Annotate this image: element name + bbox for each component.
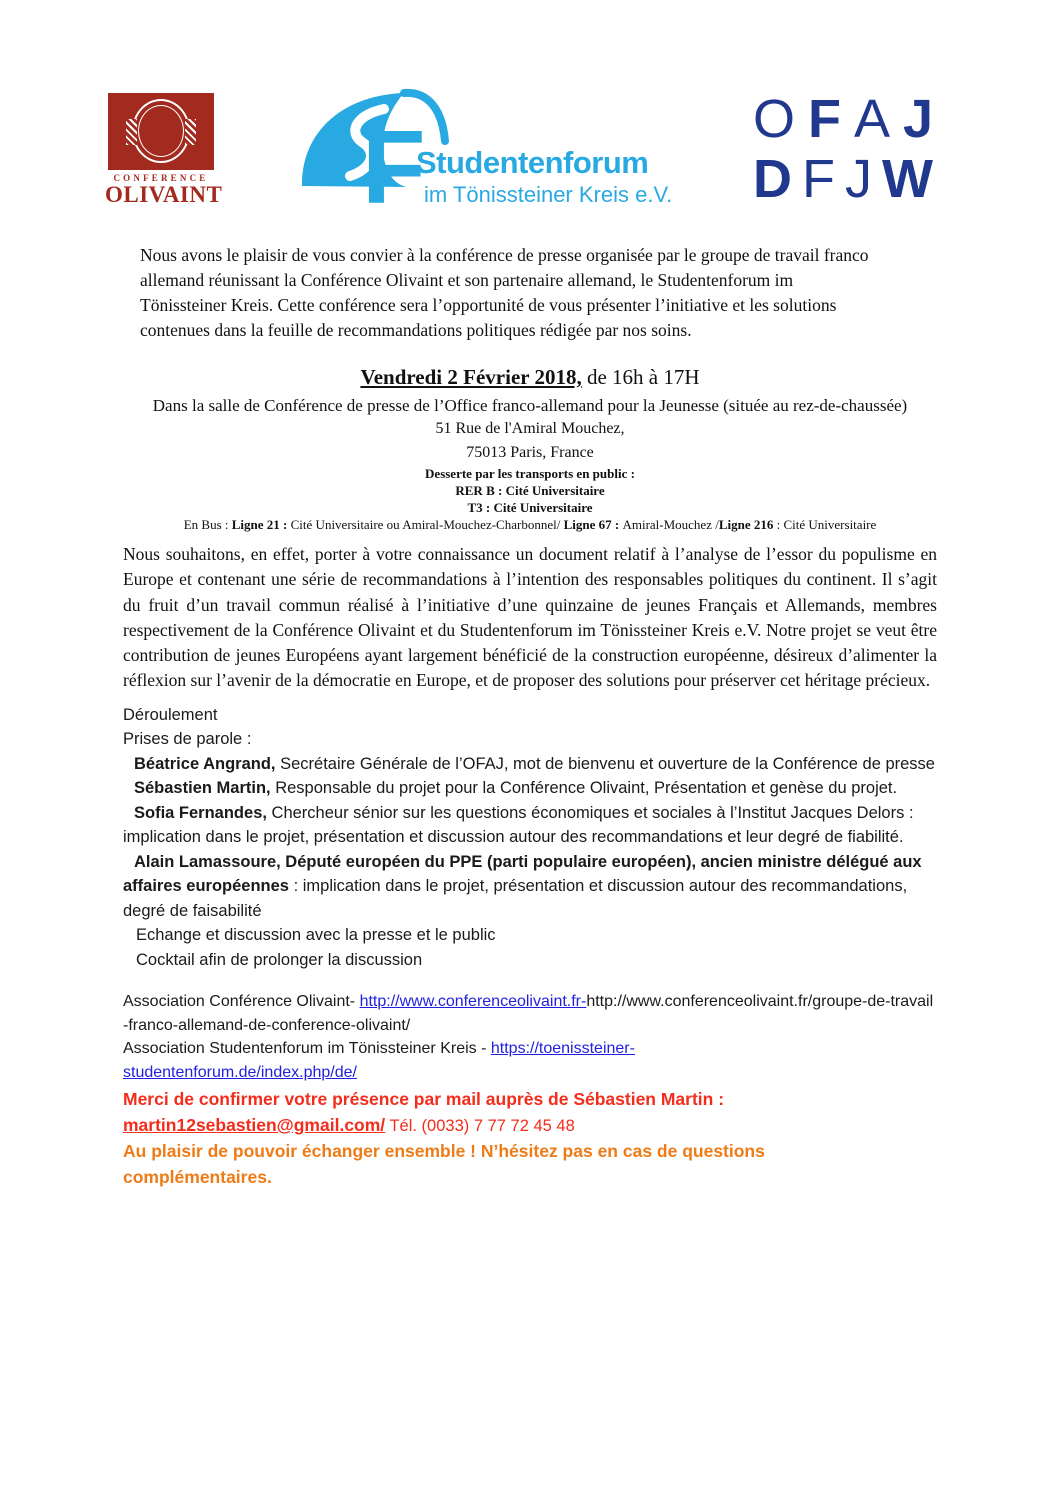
event-venue: Dans la salle de Conférence de presse de l’Office franco-allemand pour la Jeunesse (située au rez-de-chaussée) xyxy=(152,396,908,415)
contact-email-line xyxy=(123,1113,937,1140)
association-links xyxy=(123,990,937,1084)
olivaint-website-link[interactable]: http://www.conferenceolivaint.fr- xyxy=(359,993,587,1011)
bus-run: En Bus : xyxy=(183,517,232,532)
programme-item-cocktail: Cocktail afin de prolonger la discussion xyxy=(136,950,423,969)
olivaint-conference-label: CONFERENCE xyxy=(113,173,209,183)
speaker-role: : implication dans le projet, présentation et discussion autour des recommandations, degré de faisabilité xyxy=(123,877,908,920)
ofaj-dfjw-logo xyxy=(753,89,933,212)
dfjw-letter: F xyxy=(802,149,835,209)
ofaj-letter: J xyxy=(902,89,933,149)
event-address-street: 51 Rue de l'Amiral Mouchez, xyxy=(435,420,625,437)
bus-run: Cité Universitaire ou Amiral-Mouchez-Charbonnel/ xyxy=(290,517,564,532)
intro-paragraph: Nous avons le plaisir de vous convier à la conférence de presse organisée par le groupe de travail franco allemand réunissant la Conférence Olivaint et son partenaire allemand, le Studentenforum im Tönissteiner Kreis. Cette conférence sera l’opportunité de vous présenter l’initiative et les solutions contenues dans la feuille de recommandations politiques rédigée par nos soins. xyxy=(140,245,869,340)
speaker-name: Sofia Fernandes, xyxy=(134,803,267,822)
olivaint-braid-icon xyxy=(185,119,196,145)
speaker-item xyxy=(123,850,937,924)
programme-item-exchange: Echange et discussion avec la presse et le public xyxy=(136,926,496,945)
speaker-role: Secrétaire Générale de l’OFAJ, mot de bienvenu et ouverture de la Conférence de presse xyxy=(275,754,935,773)
sf-wordmark-line1: Studentenforum xyxy=(416,145,649,180)
olivaint-emblem xyxy=(108,93,214,170)
bus-line-216: Ligne 216 xyxy=(718,517,774,532)
speaker-name: Béatrice Angrand, xyxy=(134,754,276,773)
rsvp-request-line: Merci de confirmer votre présence par mail auprès de Sébastien Martin : xyxy=(123,1089,725,1110)
programme-title: Déroulement xyxy=(123,705,218,724)
bus-run: Amiral-Mouchez / xyxy=(622,517,719,532)
bus-run: : Cité Universitaire xyxy=(773,517,877,532)
event-time: de 16h à 17H xyxy=(581,365,700,389)
transport-title: Desserte par les transports en public : xyxy=(425,466,635,481)
speaker-item xyxy=(123,801,937,850)
programme-section xyxy=(123,703,937,973)
speaker-item xyxy=(123,776,937,801)
contact-email-link[interactable]: martin12sebastien@gmail.com/ xyxy=(123,1114,386,1135)
olivaint-oval-icon xyxy=(132,99,190,163)
bus-line-21: Ligne 21 : xyxy=(231,517,291,532)
event-date-heading xyxy=(123,364,937,391)
dfjw-row xyxy=(753,149,933,209)
studentenforum-website-link[interactable]: https://toenissteiner-studentenforum.de/index.php/de/ xyxy=(123,1040,635,1081)
olivaint-name-label: OLIVAINT xyxy=(105,182,223,207)
speaker-item xyxy=(123,752,937,777)
letter-content xyxy=(123,243,937,1190)
bus-line-67: Ligne 67 : xyxy=(563,517,623,532)
sf-monogram-letter: F xyxy=(362,110,426,215)
studentenforum-link-prefix: Association Studentenforum im Tönissteiner Kreis - xyxy=(123,1040,491,1058)
speaker-name: Sébastien Martin, xyxy=(134,779,271,798)
ofaj-letter: F xyxy=(807,89,841,149)
olivaint-link-suffix: http://www.conferenceolivaint.fr/groupe-de-travail-franco-allemand-de-conference-olivaint/ xyxy=(123,993,934,1034)
speaker-name: Alain Lamassoure, Député européen du PPE (parti populaire européen), ancien ministre délégué aux affaires européennes xyxy=(123,852,922,896)
conference-olivaint-logo xyxy=(105,93,223,207)
programme-subtitle: Prises de parole : xyxy=(123,730,252,749)
transport-tram: T3 : Cité Universitaire xyxy=(467,500,593,515)
olivaint-braid-icon xyxy=(126,119,137,145)
transport-bus xyxy=(144,516,916,533)
dfjw-letter: W xyxy=(882,149,933,209)
dfjw-letter: J xyxy=(845,149,872,209)
ofaj-row xyxy=(753,89,933,149)
speaker-role: Responsable du projet pour la Conférence Olivaint, Présentation et genèse du projet. xyxy=(270,779,898,798)
studentenforum-logo xyxy=(298,85,678,215)
sf-logo-graphic xyxy=(298,85,678,215)
event-details xyxy=(123,364,937,533)
ofaj-letter: O xyxy=(753,89,796,149)
dfjw-letter: D xyxy=(753,149,792,209)
olivaint-link-prefix: Association Conférence Olivaint- xyxy=(123,993,360,1011)
olivaint-link-line xyxy=(123,990,937,1037)
closing-line: Au plaisir de pouvoir échanger ensemble ! N’hésitez pas en cas de questions complémentaires. xyxy=(123,1141,765,1187)
ofaj-letter: A xyxy=(853,89,890,149)
sf-wordmark-line2: im Tönissteiner Kreis e.V. xyxy=(424,182,673,207)
event-date: Vendredi 2 Février 2018, xyxy=(360,365,582,389)
contact-phone: Tél. (0033) 7 77 72 45 48 xyxy=(385,1116,575,1135)
event-address-city: 75013 Paris, France xyxy=(466,444,594,461)
transport-rer: RER B : Cité Universitaire xyxy=(455,483,605,498)
studentenforum-link-line xyxy=(123,1037,823,1084)
speaker-role: Chercheur sénior sur les questions économiques et sociales à l’Institut Jacques Delors : implication dans le projet, présentation et discussion autour des recommandations et leur degré de fiabilité. xyxy=(123,803,914,847)
contact-section xyxy=(123,1087,937,1190)
body-paragraph: Nous souhaitons, en effet, porter à votre connaissance un document relatif à l’analyse de l’essor du populisme en Europe et contenant une série de recommandations à l’intention des responsables politiques du continent. Il s’agit du fruit d’un travail commun réalisé à l’initiative d’une quinzaine de jeunes Français et Allemands, membres respectivement de la Conférence Olivaint et du Studentenforum im Tönissteiner Kreis e.V. Notre projet se veut être contribution de jeunes Européens ayant largement bénéficié de la construction européenne, désireux d’alimenter la réflexion sur l’avenir de la démocratie en Europe, et de proposer des solutions pour préserver cet héritage précieux. xyxy=(123,544,937,691)
